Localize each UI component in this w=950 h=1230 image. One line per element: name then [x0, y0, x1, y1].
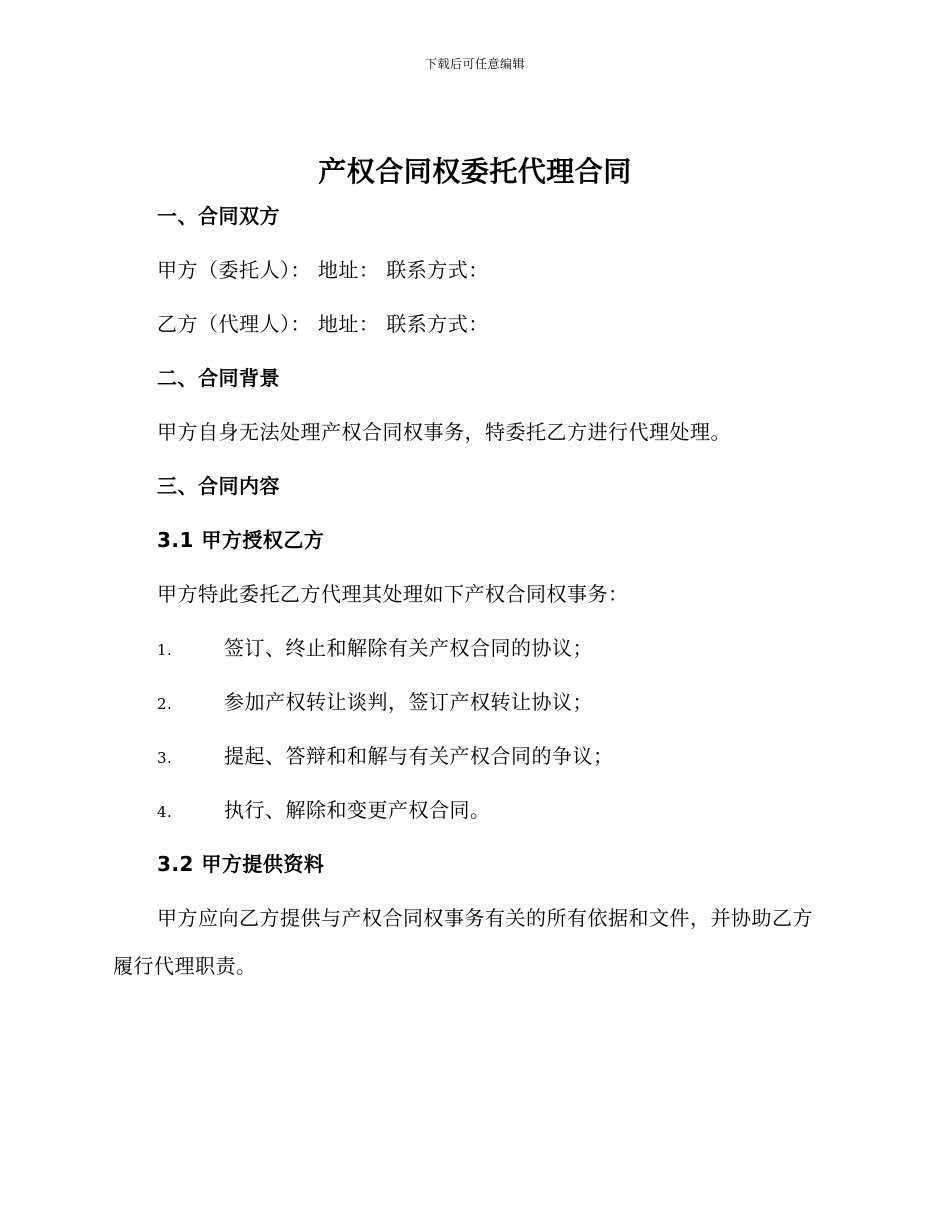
list-item: [157, 740, 614, 769]
section-1-heading: 一、合同双方: [157, 204, 280, 228]
subsection-3-2-heading: 3.2 甲方提供资料: [157, 852, 325, 876]
party-a-line: 甲方（委托人）： 地址： 联系方式：: [157, 258, 489, 282]
list-item-number: 2.: [157, 695, 173, 713]
party-b-line: 乙方（代理人）： 地址： 联系方式：: [157, 312, 489, 336]
list-item: [157, 686, 593, 715]
list-item-text: 提起、答辩和和解与有关产权合同的争议；: [224, 744, 614, 768]
list-item-number: 3.: [157, 749, 173, 767]
list-item: [157, 794, 491, 823]
section-2-heading: 二、合同背景: [157, 366, 280, 390]
list-item-number: 1.: [157, 641, 173, 659]
list-item-text: 签订、终止和解除有关产权合同的协议；: [224, 636, 593, 660]
materials-paragraph: 甲方应向乙方提供与产权合同权事务有关的所有依据和文件，并协助乙方履行代理职责。: [113, 906, 813, 978]
subsection-3-1-heading: 3.1 甲方授权乙方: [157, 528, 325, 552]
list-item-text: 参加产权转让谈判，签订产权转让协议；: [224, 690, 593, 714]
header-note: 下载后可任意编辑: [424, 57, 525, 71]
list-item: [157, 632, 593, 661]
list-item-number: 4.: [157, 803, 173, 821]
authorization-intro: 甲方特此委托乙方代理其处理如下产权合同权事务：: [157, 582, 629, 606]
document-title: 产权合同权委托代理合同: [318, 155, 632, 188]
section-3-heading: 三、合同内容: [157, 474, 280, 498]
list-item-text: 执行、解除和变更产权合同。: [224, 798, 491, 822]
background-text: 甲方自身无法处理产权合同权事务，特委托乙方进行代理处理。: [157, 420, 731, 444]
